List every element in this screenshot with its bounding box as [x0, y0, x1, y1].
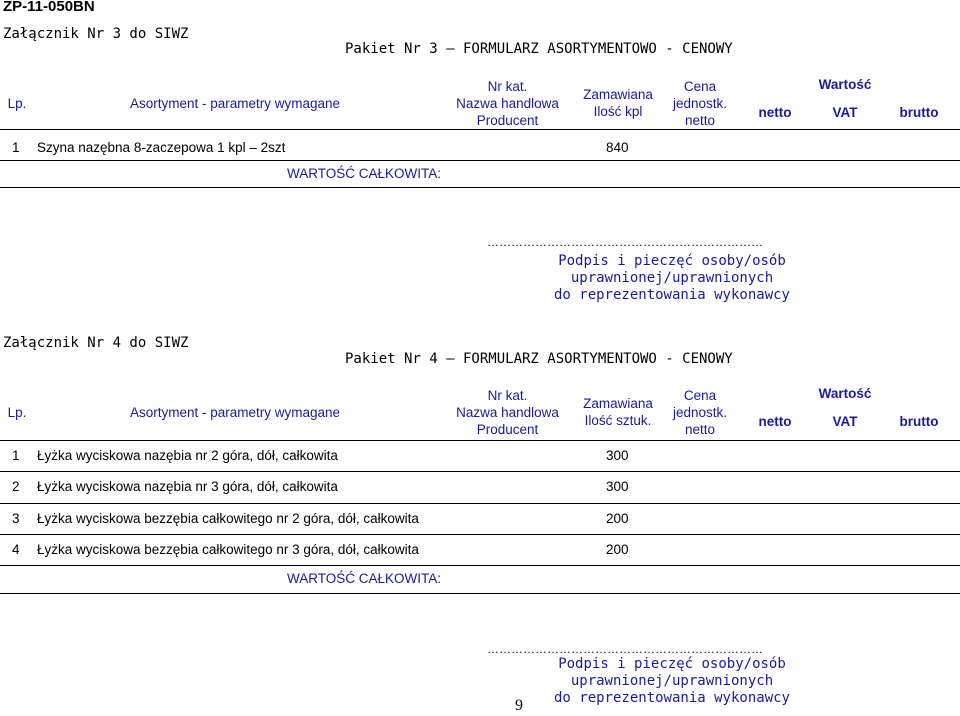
header-catalog-line: Nazwa handlowa — [456, 96, 559, 111]
row-qty: 300 — [606, 448, 629, 463]
row-divider — [0, 160, 960, 161]
row-divider — [0, 129, 960, 130]
header-price-line: Cena — [683, 388, 717, 403]
row-divider — [0, 440, 960, 441]
total-label: WARTOŚĆ CAŁKOWITA: — [287, 166, 442, 181]
row-name: Łyżka wyciskowa nazębia nr 2 góra, dół, całkowita — [37, 448, 338, 463]
header-price-line: jednostk. — [672, 405, 728, 420]
row-divider — [0, 565, 960, 566]
row-name: Łyżka wyciskowa bezzębia całkowitego nr 3 góra, dół, całkowita — [37, 542, 419, 557]
header-lp: Lp. — [7, 405, 27, 420]
header-catalog-line: Nr kat. — [487, 79, 528, 94]
row-name: Łyżka wyciskowa nazębia nr 3 góra, dół, całkowita — [37, 479, 338, 494]
page-number: 9 — [515, 697, 523, 714]
attachment-3-label: Załącznik Nr 3 do SIWZ — [3, 26, 189, 42]
signature-caption — [472, 656, 872, 707]
row-divider — [0, 503, 960, 504]
header-ordered-line: Ilość kpl — [593, 104, 643, 119]
header-brutto: brutto — [899, 414, 939, 429]
row-lp: 2 — [12, 479, 20, 494]
header-price — [660, 387, 740, 438]
header-catalog-line: Producent — [476, 422, 539, 437]
header-price-line: netto — [684, 422, 716, 437]
header-ordered-line: Ilość sztuk. — [584, 413, 652, 428]
row-divider — [0, 471, 960, 472]
header-lp: Lp. — [7, 96, 27, 111]
total-label: WARTOŚĆ CAŁKOWITA: — [287, 571, 442, 586]
row-name: Łyżka wyciskowa bezzębia całkowitego nr 2 góra, dół, całkowita — [37, 511, 419, 526]
signature-dots: …………………………………………………………… — [487, 642, 763, 656]
header-price — [660, 78, 740, 129]
header-price-line: jednostk. — [672, 96, 728, 111]
attachment-4-label: Załącznik Nr 4 do SIWZ — [3, 335, 189, 351]
row-lp: 1 — [12, 140, 20, 155]
row-divider — [0, 187, 960, 188]
header-value: Wartość — [818, 386, 872, 401]
row-lp: 4 — [12, 542, 20, 557]
row-divider — [0, 593, 960, 594]
signature-line: do reprezentowania wykonawcy — [553, 287, 790, 303]
header-value: Wartość — [818, 77, 872, 92]
header-price-line: Cena — [683, 79, 717, 94]
row-qty: 840 — [606, 140, 629, 155]
header-netto: netto — [758, 105, 792, 120]
header-brutto: brutto — [899, 105, 939, 120]
header-ordered-line: Zamawiana — [583, 87, 653, 102]
header-ordered — [568, 86, 668, 120]
header-catalog — [440, 78, 575, 129]
header-ordered-line: Zamawiana — [583, 396, 653, 411]
header-price-line: netto — [684, 113, 716, 128]
package-4-title: Pakiet Nr 4 – FORMULARZ ASORTYMENTOWO - CENOWY — [345, 351, 733, 367]
row-qty: 200 — [606, 542, 629, 557]
header-catalog-line: Nazwa handlowa — [456, 405, 559, 420]
row-divider — [0, 534, 960, 535]
signature-line: Podpis i pieczęć osoby/osób uprawnionej/uprawnionych — [558, 253, 786, 286]
row-qty: 200 — [606, 511, 629, 526]
signature-caption — [472, 253, 872, 304]
header-catalog — [440, 387, 575, 438]
signature-dots: …………………………………………………………… — [487, 235, 763, 249]
header-catalog-line: Nr kat. — [487, 388, 528, 403]
signature-line: do reprezentowania wykonawcy — [553, 690, 790, 706]
header-netto: netto — [758, 414, 792, 429]
signature-line: Podpis i pieczęć osoby/osób uprawnionej/uprawnionych — [558, 656, 786, 689]
header-vat: VAT — [832, 105, 858, 120]
package-3-title: Pakiet Nr 3 – FORMULARZ ASORTYMENTOWO - CENOWY — [345, 41, 733, 57]
header-assortment: Asortyment - parametry wymagane — [129, 96, 341, 111]
header-ordered — [568, 395, 668, 429]
row-lp: 3 — [12, 511, 20, 526]
header-catalog-line: Producent — [476, 113, 539, 128]
row-qty: 300 — [606, 479, 629, 494]
header-assortment: Asortyment - parametry wymagane — [129, 405, 341, 420]
row-lp: 1 — [12, 448, 20, 463]
header-vat: VAT — [832, 414, 858, 429]
document-id: ZP-11-050BN — [3, 0, 95, 15]
row-name: Szyna nazębna 8-zaczepowa 1 kpl – 2szt — [37, 140, 286, 155]
